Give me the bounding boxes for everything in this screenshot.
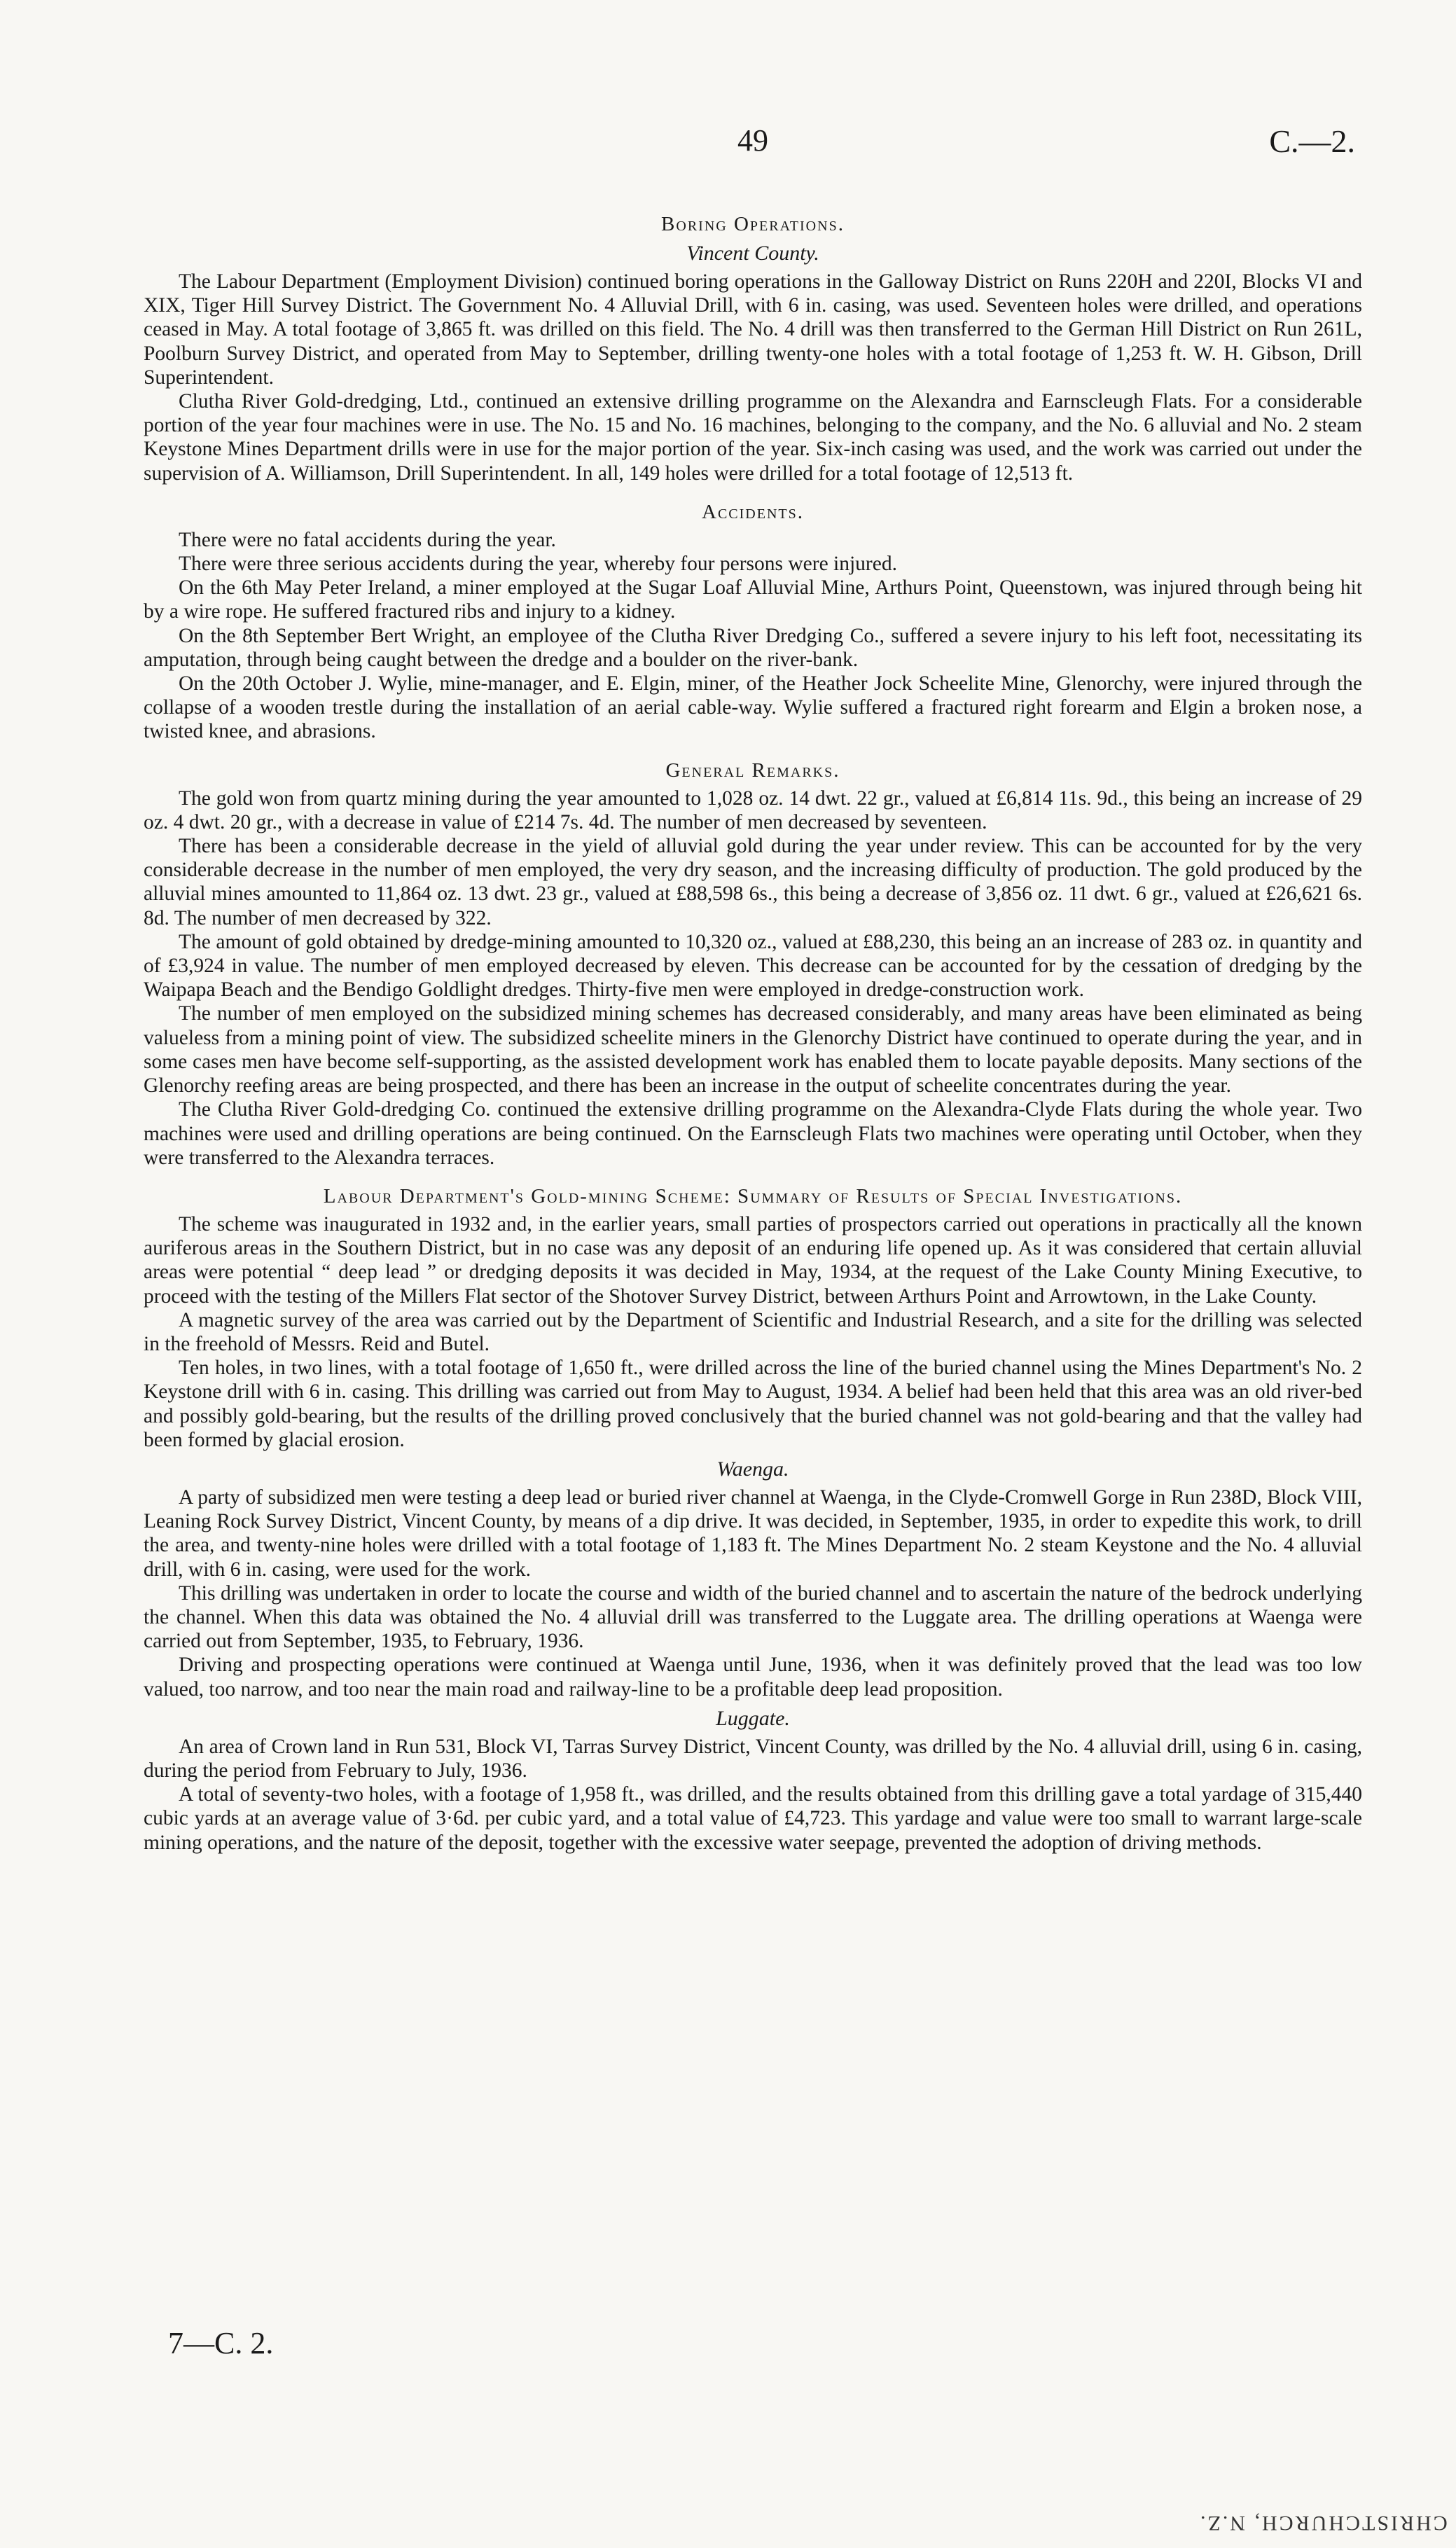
subheading-vincent-county: Vincent County. — [686, 242, 819, 265]
paragraph: On the 8th September Bert Wright, an employee of the Clutha River Dredging Co., suffered a severe injury to his left foot, necessitating its amputation, through being caught between the dredge and a boulder on the river-bank. — [144, 624, 1362, 671]
document-page — [144, 0, 1362, 2548]
page-header — [144, 123, 1362, 172]
subheading-luggate: Luggate. — [716, 1706, 790, 1730]
paragraph: Driving and prospecting operations were continued at Waenga until June, 1936, when it was definitely proved that the lead was too low valued, too narrow, and too near the main road and railway-line to be a profitable deep lead proposition. — [144, 1654, 1362, 1701]
paragraph: Ten holes, in two lines, with a total footage of 1,650 ft., were drilled across the line of the buried channel using the Mines Department's No. 2 Keystone drill with 6 in. casing. This drilling was carried out from May to August, 1934. A belief had been held that this area was an old river-bed and possibly gold-bearing, but the results of the drilling proved conclusively that the buried channel was not gold-bearing and that the valley had been formed by glacial erosion. — [144, 1357, 1362, 1451]
paragraph: A party of subsidized men were testing a deep lead or buried river channel at Waenga, in the Clyde-Cromwell Gorge in Run 238D, Block VIII, Leaning Rock Survey District, Vincent County, by means of a dip drive. It was decided, in September, 1935, in order to expedite this work, to drill the area, and twenty-nine holes were drilled with a total footage of 1,183 ft. The Mines Department No. 2 steam Keystone and the No. 4 alluvial drill, with 6 in. casing, were used for the work. — [144, 1486, 1362, 1581]
paragraph: The Labour Department (Employment Division) continued boring operations in the Galloway District on Runs 220H and 220I, Blocks VI and XIX, Tiger Hill Survey District. The Government No. 4 Alluvial Drill, with 6 in. casing, was used. Seventeen holes were drilled, and operations ceased in May. A total footage of 3,865 ft. was drilled on this field. The No. 4 drill was then transferred to the German Hill District on Run 261L, Poolburn Survey District, and operated from May to September, drilling twenty-one holes with a total footage of 1,253 ft. W. H. Gibson, Drill Superintendent. — [144, 270, 1362, 389]
section-heading-boring-operations: Boring Operations. — [661, 213, 845, 235]
paragraph: This drilling was undertaken in order to locate the course and width of the buried channel and to ascertain the nature of the bedrock underlying the channel. When this data was obtained the No. 4 alluvial drill was transferred to the Luggate area. The drilling operations at Waenga were carried out from September, 1935, to February, 1936. — [144, 1581, 1362, 1653]
section-heading-general-remarks: General Remarks. — [665, 759, 840, 782]
signature-code: 7—C. 2. — [168, 2326, 274, 2360]
subheading-waenga: Waenga. — [716, 1457, 789, 1481]
document-body — [144, 198, 1362, 1855]
document-code: C.—2. — [1269, 123, 1355, 159]
section-heading-gold-mining-scheme: Labour Department's Gold-mining Scheme: Summary of Results of Special Investigations. — [323, 1184, 1183, 1207]
paragraph: There were three serious accidents during the year, whereby four persons were injured. — [179, 553, 897, 576]
paragraph: There has been a considerable decrease in the yield of alluvial gold during the year under review. This can be accounted for by the very considerable decrease in the number of men employed, the very dry season, and the increasing difficulty of production. The gold produced by the alluvial mines amounted to 11,864 oz. 13 dwt. 23 gr., valued at £88,598 6s., this being a decrease of 3,856 oz. 11 dwt. 6 gr., valued at £26,621 6s. 8d. The number of men decreased by 322. — [144, 835, 1362, 929]
paragraph: An area of Crown land in Run 531, Block VI, Tarras Survey District, Vincent County, was drilled by the No. 4 alluvial drill, using 6 in. casing, during the period from February to July, 1936. — [144, 1735, 1362, 1782]
paragraph: The number of men employed on the subsidized mining schemes has decreased considerably, and many areas have been eliminated as being valueless from a mining point of view. The subsidized scheelite miners in the Glenorchy District have continued to operate during the year, and in some cases men have become self-supporting, as the assisted development work has enabled them to locate payable deposits. Many sections of the Glenorchy reefing areas are being prospected, and there has been an increase in the output of scheelite concentrates during the year. — [144, 1002, 1362, 1098]
section-heading-accidents: Accidents. — [702, 500, 804, 523]
paragraph: A total of seventy-two holes, with a footage of 1,958 ft., was drilled, and the results obtained from this drilling gave a total yardage of 315,440 cubic yards at an average value of 3·6d. per cubic yard, and a total value of £4,723. This yardage and value were too small to warrant large-scale mining operations, and the nature of the deposit, together with the excessive water seepage, prevented the adoption of driving methods. — [144, 1783, 1362, 1854]
paragraph: A magnetic survey of the area was carried out by the Department of Scientific and Industrial Research, and a site for the drilling was selected in the freehold of Messrs. Reid and Butel. — [144, 1308, 1362, 1355]
paragraph: On the 6th May Peter Ireland, a miner employed at the Sugar Loaf Alluvial Mine, Arthurs Point, Queenstown, was injured through being hit by a wire rope. He suffered fractured ribs and injury to a kidney. — [144, 576, 1362, 623]
paragraph: There were no fatal accidents during the year. — [179, 528, 556, 551]
paragraph: On the 20th October J. Wylie, mine-manager, and E. Elgin, miner, of the Heather Jock Scheelite Mine, Glenorchy, were injured through the collapse of a wooden trestle during the installation of an aerial cable-way. Wylie suffered a fractured right forearm and Elgin a broken nose, a twisted knee, and abrasions. — [144, 672, 1362, 743]
page-number: 49 — [737, 123, 768, 158]
paragraph: Clutha River Gold-dredging, Ltd., continued an extensive drilling programme on the Alexandra and Earnscleugh Flats. For a considerable portion of the year four machines were in use. The No. 15 and No. 16 machines, belonging to the company, and the No. 6 alluvial and No. 2 steam Keystone Mines Department drills were in use for the major portion of the year. Six-inch casing was used, and the work was carried out under the supervision of A. Williamson, Drill Superintendent. In all, 149 holes were drilled for a total footage of 12,513 ft. — [144, 390, 1362, 485]
printer-mark: CHRISTCHURCH, N.Z. — [1198, 2512, 1448, 2535]
paragraph: The amount of gold obtained by dredge-mining amounted to 10,320 oz., valued at £88,230, this being an an increase of 283 oz. in quantity and of £3,924 in value. The number of men employed decreased by eleven. This decrease can be accounted for by the cessation of dredging by the Waipapa Beach and the Bendigo Goldlight dredges. Thirty-five men were employed in dredge-construction work. — [144, 930, 1362, 1002]
paragraph: The gold won from quartz mining during the year amounted to 1,028 oz. 14 dwt. 22 gr., valued at £6,814 11s. 9d., this being an increase of 29 oz. 4 dwt. 20 gr., with a decrease in value of £214 7s. 4d. The number of men decreased by seventeen. — [144, 787, 1362, 833]
paragraph: The scheme was inaugurated in 1932 and, in the earlier years, small parties of prospectors carried out operations in practically all the known auriferous areas in the Southern District, but in no case was any deposit of an enduring life opened up. As it was considered that certain alluvial areas were potential “ deep lead ” or dredging deposits it was decided in May, 1934, at the request of the Lake County Mining Executive, to proceed with the testing of the Millers Flat sector of the Shotover Survey District, between Arthurs Point and Arrowtown, in the Lake County. — [144, 1212, 1362, 1308]
paragraph: The Clutha River Gold-dredging Co. continued the extensive drilling programme on the Alexandra-Clyde Flats during the whole year. Two machines were used and drilling operations are being continued. On the Earnscleugh Flats two machines were operating until October, when they were transferred to the Alexandra terraces. — [144, 1098, 1362, 1169]
